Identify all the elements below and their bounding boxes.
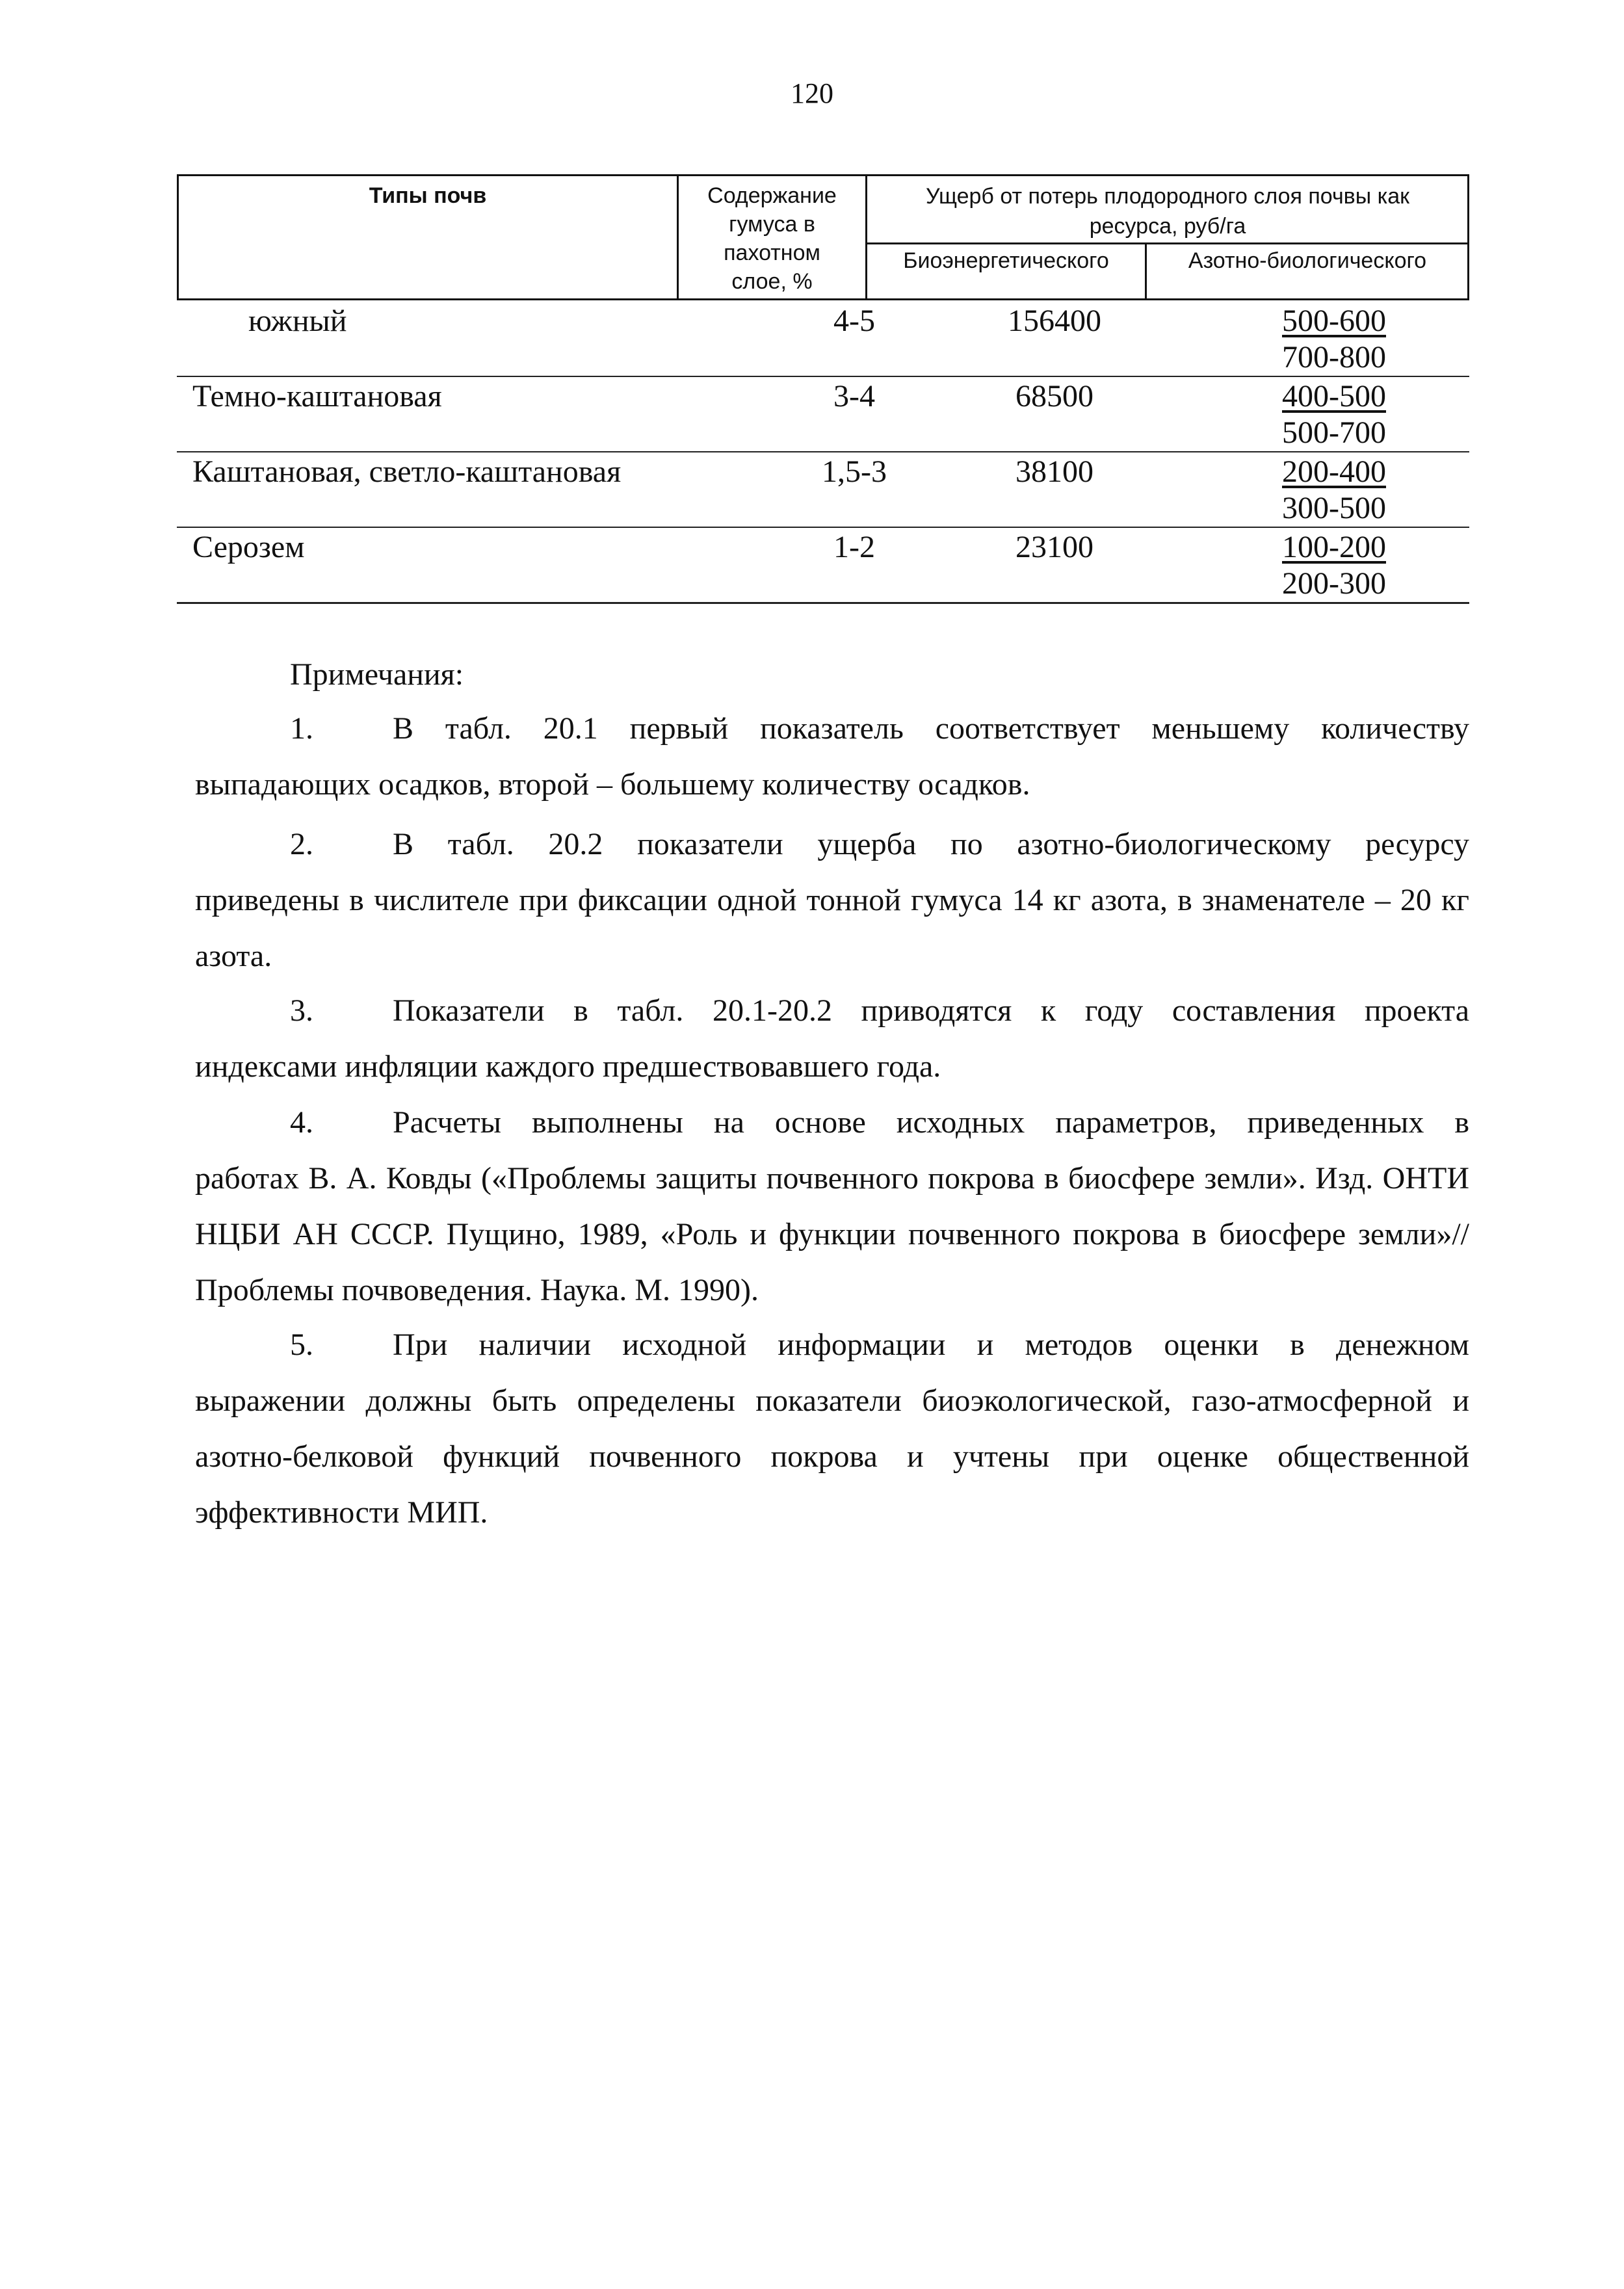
header-damage-line: ресурса, руб/га — [1089, 214, 1246, 239]
soil-type-cell: южный — [248, 304, 347, 338]
nitrogen-denominator: 700-800 — [1282, 340, 1386, 374]
note-number: 2. — [290, 827, 313, 861]
soil-type-cell: Каштановая, светло-каштановая — [192, 454, 622, 489]
bioenergy-cell: 23100 — [1015, 530, 1094, 564]
page-number: 120 — [791, 77, 833, 109]
note-item — [195, 701, 1469, 813]
bioenergy-cell: 68500 — [1015, 379, 1094, 413]
note-continuation: выпадающих осадков, второй – большему количеству осадков. — [195, 767, 1030, 802]
nitrogen-numerator: 100-200 — [1282, 530, 1386, 564]
nitrogen-denominator: 500-700 — [1282, 415, 1386, 450]
note-continuation: работах В. А. Ковды («Проблемы защиты почвенного покрова в биосфере земли». Изд. ОНТИ НЦБИ АН СССР. Пущино, 1989, «Роль и функции почвенного покрова в биосфере земли»// Проблемы почвоведения. Наука. М. 1990). — [195, 1161, 1469, 1307]
nitrogen-cell — [1237, 378, 1432, 451]
bioenergy-cell: 38100 — [1015, 454, 1094, 489]
nitrogen-cell — [1237, 529, 1432, 602]
bioenergy-cell: 156400 — [1008, 304, 1101, 338]
note-item — [195, 1317, 1469, 1541]
note-item — [195, 983, 1469, 1095]
note-number: 4. — [290, 1105, 313, 1140]
table-row — [177, 303, 1469, 378]
row-separator — [177, 527, 1469, 528]
note-number: 5. — [290, 1328, 313, 1362]
note-continuation: индексами инфляции каждого предшествовавшего года. — [195, 1049, 941, 1084]
note-item — [195, 817, 1469, 984]
note-item — [195, 1095, 1469, 1318]
note-number: 1. — [290, 711, 313, 746]
header-humus-line: гумуса в — [729, 212, 815, 237]
nitrogen-numerator: 400-500 — [1282, 379, 1386, 413]
notes-title: Примечания: — [290, 657, 464, 692]
note-first-line: В табл. 20.2 показатели ущерба по азотно-биологическому ресурсу — [393, 827, 1469, 861]
header-soil-type: Типы почв — [369, 183, 487, 208]
humus-cell: 3-4 — [833, 379, 875, 413]
nitrogen-cell — [1237, 303, 1432, 376]
header-humus-line: пахотном — [724, 241, 820, 265]
header-damage-line: Ущерб от потерь плодородного слоя почвы как — [925, 184, 1410, 209]
note-first-line: При наличии исходной информации и методов оценки в денежном — [393, 1328, 1469, 1362]
nitrogen-numerator: 200-400 — [1282, 454, 1386, 489]
table-row — [177, 378, 1469, 454]
nitrogen-denominator: 300-500 — [1282, 491, 1386, 525]
table-row — [177, 454, 1469, 529]
note-continuation: выражении должны быть определены показатели биоэкологической, газо-атмосферной и азотно-белковой функций почвенного покрова и учтены при оценке общественной эффективности МИП. — [195, 1383, 1469, 1530]
header-damage-group — [867, 181, 1468, 241]
nitrogen-cell — [1237, 454, 1432, 527]
humus-cell: 1-2 — [833, 530, 875, 564]
header-humus-line: Содержание — [707, 183, 837, 208]
humus-cell: 4-5 — [833, 304, 875, 338]
nitrogen-denominator: 200-300 — [1282, 566, 1386, 601]
note-first-line: Расчеты выполнены на основе исходных параметров, приведенных в — [393, 1105, 1469, 1140]
header-humus-content — [679, 181, 865, 296]
table-bottom-rule — [177, 602, 1469, 604]
soil-type-cell: Серозем — [192, 530, 305, 564]
header-bioenergy: Биоэнергетического — [903, 248, 1109, 273]
table-row — [177, 529, 1469, 605]
note-first-line: Показатели в табл. 20.1-20.2 приводятся к году составления проекта — [393, 993, 1469, 1028]
header-nitrogen-bio: Азотно-биологического — [1188, 248, 1427, 273]
row-separator — [177, 451, 1469, 452]
row-separator — [177, 376, 1469, 377]
table-header — [177, 174, 1469, 300]
note-continuation: приведены в числителе при фиксации одной тонной гумуса 14 кг азота, в знаменателе – 20 кг азота. — [195, 883, 1469, 973]
header-humus-line: слое, % — [731, 269, 813, 294]
soil-type-cell: Темно-каштановая — [192, 379, 442, 413]
humus-cell: 1,5-3 — [822, 454, 887, 489]
nitrogen-numerator: 500-600 — [1282, 304, 1386, 338]
note-number: 3. — [290, 993, 313, 1028]
header-divider — [865, 242, 1467, 244]
note-first-line: В табл. 20.1 первый показатель соответствует меньшему количеству — [393, 711, 1469, 746]
